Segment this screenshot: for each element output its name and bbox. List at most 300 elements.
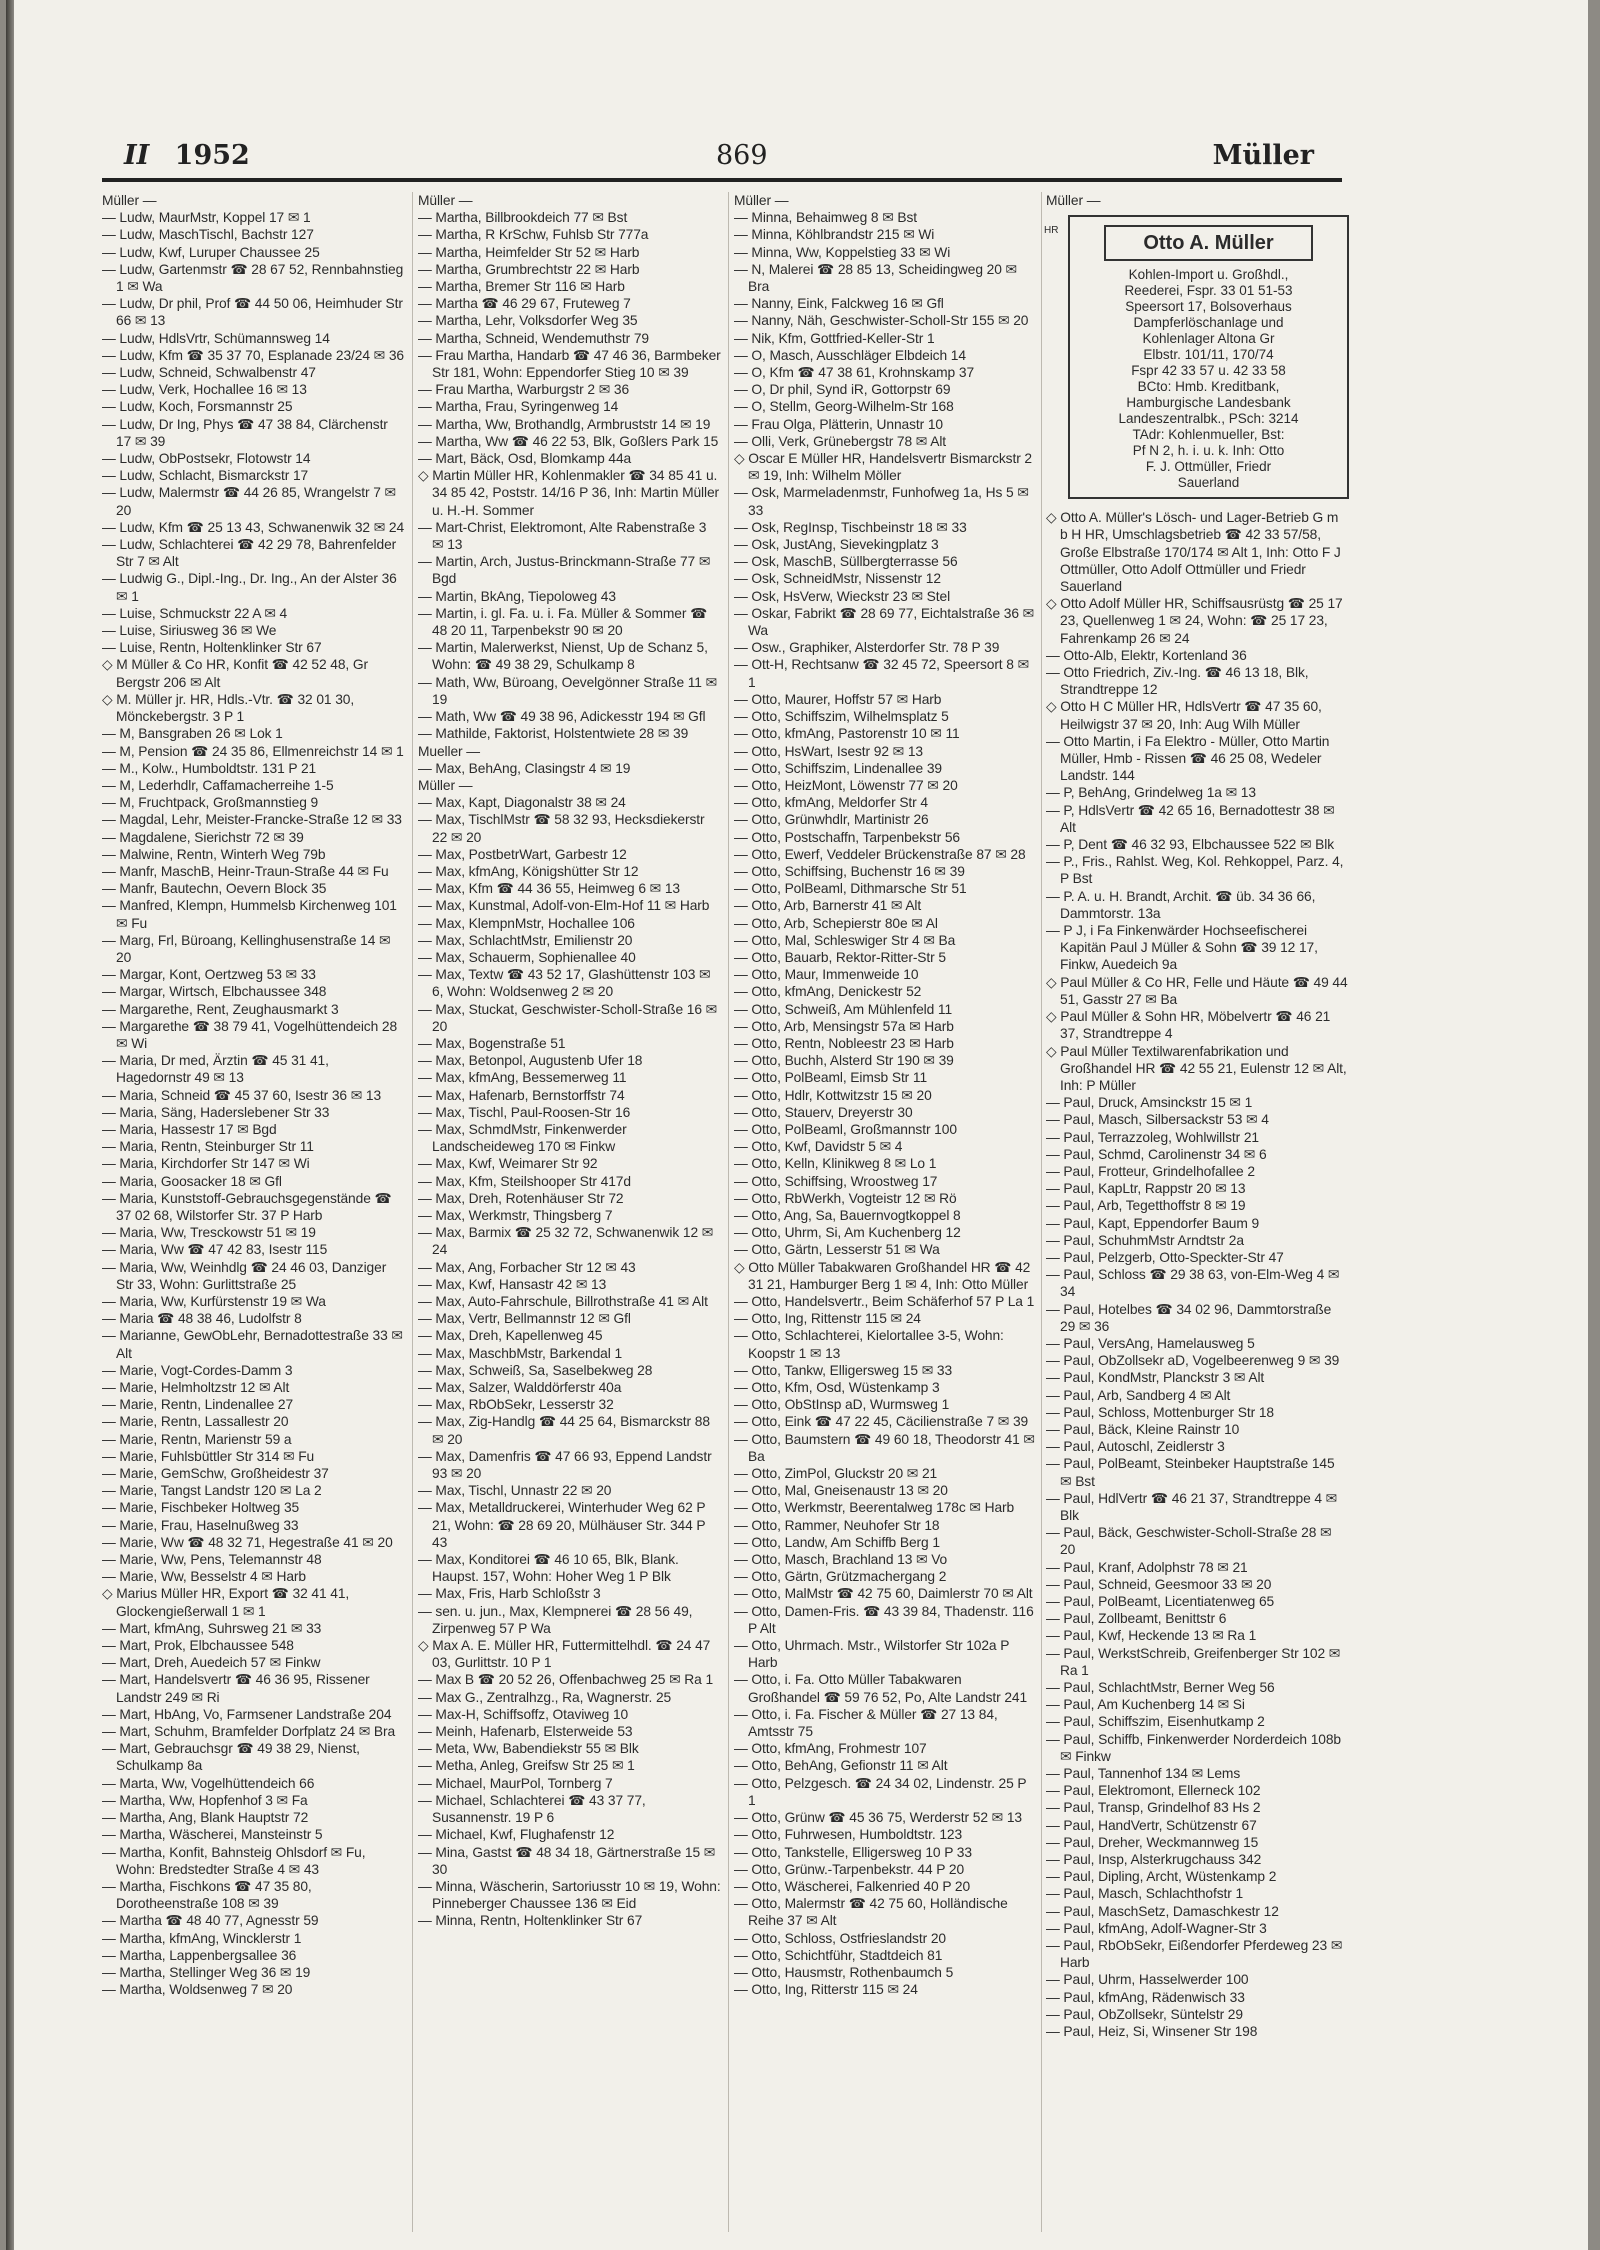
directory-entry: — Otto, ZimPol, Gluckstr 20 ✉ 21 (734, 1466, 938, 1482)
directory-entry: — Osk, Marmeladenmstr, Funhofweg 1a, Hs 5 ✉ 33 (734, 485, 1029, 518)
directory-entry: — Otto, Schiffszim, Wilhelmsplatz 5 (734, 709, 949, 725)
directory-entry: — Martha, Woldsenweg 7 ✉ 20 (102, 1982, 293, 1998)
directory-entry: — Otto, Kelln, Klinikweg 8 ✉ Lo 1 (734, 1156, 937, 1172)
directory-entry: — Michael, Kwf, Flughafenstr 12 (418, 1827, 615, 1843)
directory-entry: — Paul, Elektromont, Ellerneck 102 (1046, 1783, 1261, 1799)
directory-entry: — Otto, Postschaffn, Tarpenbekstr 56 (734, 829, 960, 845)
directory-entry: — Paul, Arb, Sandberg 4 ✉ Alt (1046, 1387, 1231, 1403)
directory-entry: — Maria, Schneid ☎ 45 37 60, Isestr 36 ✉ 13 (102, 1087, 382, 1103)
directory-entry: — Ludw, Schlacht, Bismarckstr 17 (102, 468, 309, 484)
directory-entry: — Martha, Grumbrechtstr 22 ✉ Harb (418, 261, 640, 277)
directory-entry: — Max, Kfm, Steilshooper Str 417d (418, 1173, 631, 1189)
directory-entry: — Paul, SchlachtMstr, Berner Weg 56 (1046, 1680, 1275, 1696)
directory-entry: — Martha, Bremer Str 116 ✉ Harb (418, 279, 625, 295)
column-1 (102, 192, 405, 2232)
directory-entry: — Max, Dreh, Rotenhäuser Str 72 (418, 1190, 624, 1206)
directory-entry: — Max, RbObSekr, Lesserstr 32 (418, 1397, 614, 1413)
directory-entry: — P., Fris., Rahlst. Weg, Kol. Rehkoppel, Parz. 4, P Bst (1046, 854, 1344, 887)
directory-entry: — Max, PostbetrWart, Garbestr 12 (418, 846, 627, 862)
directory-entry: — Metha, Anleg, Greifsw Str 25 ✉ 1 (418, 1758, 635, 1774)
directory-entry: — Minna, Behaimweg 8 ✉ Bst (734, 210, 918, 226)
directory-entry: — Paul, SchuhmMstr Arndtstr 2a (1046, 1232, 1244, 1248)
directory-entry: — Osk, RegInsp, Tischbeinstr 18 ✉ 33 (734, 519, 967, 535)
directory-entry: Müller — (418, 193, 473, 208)
directory-entry: — Marie, Fuhlsbüttler Str 314 ✉ Fu (102, 1448, 315, 1464)
directory-entry: — Martha, Heimfelder Str 52 ✉ Harb (418, 244, 640, 260)
directory-entry: — Otto, Pelzgesch. ☎ 24 34 02, Lindenstr. 25 P 1 (734, 1775, 1027, 1808)
directory-entry: — Otto, Uhrmach. Mstr., Wilstorfer Str 102a P Harb (734, 1638, 1010, 1671)
ad-marker: HR (1044, 225, 1059, 237)
directory-entry: — Otto Friedrich, Ziv.-Ing. ☎ 46 13 18, Blk, Strandtreppe 12 (1046, 665, 1309, 698)
directory-entry: — Paul, Kwf, Heckende 13 ✉ Ra 1 (1046, 1628, 1257, 1644)
directory-entry: — Max, Schweiß, Sa, Saselbekweg 28 (418, 1362, 653, 1378)
column-divider (1041, 192, 1042, 2232)
directory-entry: — Paul, Schloss ☎ 29 38 63, von-Elm-Weg 4 ✉ 34 (1046, 1267, 1340, 1300)
directory-entry: — Mart, Schuhm, Bramfelder Dorfplatz 24 ✉ Bra (102, 1724, 396, 1740)
directory-entry: — Otto, MalMstr ☎ 42 75 60, Daimlerstr 70 ✉ Alt (734, 1586, 1033, 1602)
directory-entry: — Michael, MaurPol, Tornberg 7 (418, 1775, 613, 1791)
directory-entry: — Paul, Kapt, Eppendorfer Baum 9 (1046, 1215, 1260, 1231)
directory-entry: — Paul, Terrazzoleg, Wohlwillstr 21 (1046, 1129, 1259, 1145)
directory-entry: — Maria, Ww, Tresckowstr 51 ✉ 19 (102, 1225, 316, 1241)
directory-entry: — Max, Stuckat, Geschwister-Scholl-Straße 16 ✉ 20 (418, 1001, 718, 1034)
directory-entry: — Otto, Rentn, Nobleestr 23 ✉ Harb (734, 1035, 954, 1051)
directory-entry: — Ludw, Dr Ing, Phys ☎ 47 38 84, Clärchenstr 17 ✉ 39 (102, 416, 388, 449)
directory-entry: — Otto, Stauerv, Dreyerstr 30 (734, 1104, 913, 1120)
directory-entry: — Margar, Kont, Oertzweg 53 ✉ 33 (102, 967, 316, 983)
directory-entry: — Ludw, Verk, Hochallee 16 ✉ 13 (102, 382, 307, 398)
directory-entry: — Otto, Kfm, Osd, Wüstenkamp 3 (734, 1380, 940, 1396)
page-header (124, 140, 1314, 180)
directory-entry: ◇ Otto Müller Tabakwaren Großhandel HR ☎ 42 31 21, Hamburger Berg 1 ✉ 4, Inh: Otto Müller (734, 1259, 1031, 1292)
directory-entry: — Paul, Frotteur, Grindelhofallee 2 (1046, 1163, 1255, 1179)
directory-entry: — Otto, Bauarb, Rektor-Ritter-Str 5 (734, 949, 946, 965)
ad-line: Hamburgische Landesbank (1126, 395, 1291, 411)
directory-entry: — Otto, Malermstr ☎ 42 75 60, Holländische Reihe 37 ✉ Alt (734, 1896, 1008, 1929)
directory-entry: — O, Dr phil, Synd iR, Gottorpstr 69 (734, 382, 951, 398)
directory-entry: — Otto, Ing, Ritterstr 115 ✉ 24 (734, 1982, 918, 1998)
directory-entry: ◇ M. Müller jr. HR, Hdls.-Vtr. ☎ 32 01 30, Mönckebergstr. 3 P 1 (102, 691, 355, 725)
directory-entry: — Martha, Wäscherei, Mansteinstr 5 (102, 1827, 323, 1843)
ad-title: Otto A. Müller (1104, 225, 1313, 261)
directory-entry: — Otto, kfmAng, Meldorfer Str 4 (734, 795, 928, 811)
directory-entry: — Manfr, Bautechn, Oevern Block 35 (102, 881, 327, 897)
ad-line: Fspr 42 33 57 u. 42 33 58 (1131, 363, 1286, 379)
directory-entry: — Paul, kfmAng, Adolf-Wagner-Str 3 (1046, 1920, 1267, 1936)
directory-entry: — Otto, Maurer, Hoffstr 57 ✉ Harb (734, 691, 942, 707)
directory-entry: — Paul, ObZollsekr aD, Vogelbeerenweg 9 ✉ 39 (1046, 1353, 1340, 1369)
directory-entry: — Paul, Arb, Tegetthoffstr 8 ✉ 19 (1046, 1198, 1246, 1214)
directory-entry: ◇ Paul Müller & Co HR, Felle und Häute ☎ 49 44 51, Gasstr 27 ✉ Ba (1046, 974, 1348, 1007)
directory-entry: — Manfr, MaschB, Heinr-Traun-Straße 44 ✉ Fu (102, 863, 389, 879)
directory-entry: — Martha, Schneid, Wendemuthstr 79 (418, 330, 650, 346)
directory-entry: — Ludw, MaschTischl, Bachstr 127 (102, 227, 314, 243)
directory-entry: — Marie, Rentn, Marienstr 59 a (102, 1431, 292, 1447)
directory-entry: — Max, SchlachtMstr, Emilienstr 20 (418, 932, 633, 948)
directory-entry: — Paul, Autoschl, Zeidlerstr 3 (1046, 1439, 1225, 1455)
directory-entry: — Ludw, Gartenmstr ☎ 28 67 52, Rennbahnstieg 1 ✉ Wa (102, 261, 404, 295)
year: 1952 (174, 140, 250, 171)
directory-entry: — Martin, Malerwerkst, Nienst, Up de Schanz 5, Wohn: ☎ 49 38 29, Schulkamp 8 (418, 640, 708, 673)
directory-entry: — Minna, Wäscherin, Sartoriusstr 10 ✉ 19, Wohn: Pinneberger Chaussee 136 ✉ Eid (418, 1878, 721, 1912)
directory-entry: — Otto, Ing, Rittenstr 115 ✉ 24 (734, 1311, 921, 1327)
directory-entry: — Max, Schauerm, Sophienallee 40 (418, 949, 636, 965)
directory-entry: — Paul, Schiffb, Finkenwerder Norderdeich 108b ✉ Finkw (1046, 1731, 1342, 1764)
directory-entry: — sen. u. jun., Max, Klempnerei ☎ 28 56 49, Zirpenweg 57 P Wa (418, 1603, 693, 1636)
directory-entry: — Marta, Ww, Vogelhüttendeich 66 (102, 1775, 315, 1791)
ad-line: BCto: Hmb. Kreditbank, (1137, 379, 1280, 395)
directory-entry: — Otto, Hausmstr, Rothenbaumch 5 (734, 1964, 954, 1980)
directory-entry: — Mart, Prok, Elbchaussee 548 (102, 1638, 294, 1654)
directory-entry: — Max, Vertr, Bellmannstr 12 ✉ Gfl (418, 1311, 631, 1327)
directory-entry: — Otto, Tankw, Elligersweg 15 ✉ 33 (734, 1362, 953, 1378)
directory-entry: — Maria, Kirchdorfer Str 147 ✉ Wi (102, 1156, 310, 1172)
directory-entry: — Ludw, Kwf, Luruper Chaussee 25 (102, 244, 320, 260)
directory-entry: — Otto, PolBeaml, Eimsb Str 11 (734, 1070, 928, 1086)
column-divider (412, 192, 413, 2232)
directory-entry: — M, Lederhdlr, Caffamacherreihe 1-5 (102, 777, 334, 793)
directory-entry: — Marie, Tangst Landstr 120 ✉ La 2 (102, 1483, 322, 1499)
directory-entry: — Paul, Transp, Grindelhof 83 Hs 2 (1046, 1800, 1261, 1816)
directory-entry: — Margarethe ☎ 38 79 41, Vogelhüttendeich 28 ✉ Wi (102, 1018, 398, 1051)
directory-entry: — Meta, Ww, Babendiekstr 55 ✉ Blk (418, 1741, 639, 1757)
directory-entry: Müller — (1046, 193, 1101, 208)
directory-entry: — Otto, Fuhrwesen, Humboldtstr. 123 (734, 1827, 963, 1843)
directory-entry: — Max, TischlMstr ☎ 58 32 93, Hecksdiekerstr 22 ✉ 20 (418, 812, 705, 845)
directory-entry: — Otto, Damen-Fris. ☎ 43 39 84, Thadenstr. 116 P Alt (734, 1603, 1034, 1636)
directory-entry: — Paul, Schiffszim, Eisenhutkamp 2 (1046, 1714, 1265, 1730)
directory-entry: — Max, Salzer, Walddörferstr 40a (418, 1380, 622, 1396)
directory-entry: — Otto, Buchh, Alsterd Str 190 ✉ 39 (734, 1053, 954, 1069)
ad-line: Kohlen-Import u. Großhdl., (1128, 267, 1289, 283)
directory-entry: — Max, Metalldruckerei, Winterhuder Weg 62 P 21, Wohn: ☎ 28 69 20, Mülhäuser Str. 344 P 43 (418, 1500, 706, 1550)
directory-entry: — Martha, kfmAng, Wincklerstr 1 (102, 1930, 302, 1946)
directory-entry: — Mathilde, Faktorist, Holstentwiete 28 ✉ 39 (418, 726, 689, 742)
directory-entry: — Paul, Heiz, Si, Winsener Str 198 (1046, 2024, 1258, 2040)
directory-entry: — Paul, Schneid, Geesmoor 33 ✉ 20 (1046, 1576, 1272, 1592)
directory-entry: — Max, Bogenstraße 51 (418, 1035, 566, 1051)
directory-entry: — Maria, Ww, Weinhdlg ☎ 24 46 03, Danziger Str 33, Wohn: Gurlittstraße 25 (102, 1259, 387, 1292)
directory-entry: — Paul, MaschSetz, Damaschkestr 12 (1046, 1903, 1279, 1919)
directory-entry: — Mart, kfmAng, Suhrsweg 21 ✉ 33 (102, 1620, 322, 1636)
directory-entry: — Paul, Pelzgerb, Otto-Speckter-Str 47 (1046, 1249, 1284, 1265)
directory-entry: — Paul, VersAng, Hamelausweg 5 (1046, 1335, 1255, 1351)
directory-entry: — Martha ☎ 46 29 67, Fruteweg 7 (418, 296, 631, 312)
directory-entry: — Ott-H, Rechtsanw ☎ 32 45 72, Speersort 8 ✉ 1 (734, 657, 1030, 690)
directory-entry: — Otto, Grünwhdlr, Martinistr 26 (734, 812, 929, 828)
directory-entry: — Ludw, Koch, Forsmannstr 25 (102, 399, 293, 415)
directory-entry: — Max-H, Schiffsoffz, Otaviweg 10 (418, 1706, 629, 1722)
directory-entry: — Martha, Ww, Hopfenhof 3 ✉ Fa (102, 1792, 308, 1808)
directory-entry: — Paul, Insp, Alsterkrugchauss 342 (1046, 1852, 1262, 1868)
directory-entry: — Otto, Maur, Immenweide 10 (734, 967, 919, 983)
directory-entry: — Magdalene, Sierichstr 72 ✉ 39 (102, 829, 304, 845)
directory-entry: ◇ Otto Adolf Müller HR, Schiffsausrüstg ☎ 25 17 23, Quellenweg 1 ✉ 24, Wohn: ☎ 25 17 23, Fahrenkamp 26 ✉ 24 (1046, 596, 1343, 646)
column-divider (728, 192, 729, 2232)
directory-entry: ◇ Paul Müller Textilwarenfabrikation und Großhandel HR ☎ 42 55 21, Eulenstr 12 ✉ Alt, Inh: P Müller (1046, 1043, 1347, 1093)
directory-entry: — Mina, Gastst ☎ 48 34 18, Gärtnerstraße 15 ✉ 30 (418, 1844, 716, 1877)
ad-line: Landeszentralbk., PSch: 3214 (1118, 411, 1299, 427)
directory-entry: — Marie, Rentn, Lassallestr 20 (102, 1414, 289, 1430)
directory-entry: — Otto, Mal, Gneisenaustr 13 ✉ 20 (734, 1483, 948, 1499)
directory-entry: — Paul, Am Kuchenberg 14 ✉ Si (1046, 1697, 1245, 1713)
directory-entry: — Otto-Alb, Elektr, Kortenland 36 (1046, 647, 1247, 663)
directory-entry: — Math, Ww, Büroang, Oevelgönner Straße 11 ✉ 19 (418, 674, 718, 707)
directory-entry: — Otto, Wäscherei, Falkenried 40 P 20 (734, 1878, 971, 1894)
directory-entry: — Otto, Hdlr, Kottwitzstr 15 ✉ 20 (734, 1087, 932, 1103)
directory-entry: — Ludw, ObPostsekr, Flotowstr 14 (102, 451, 311, 467)
directory-entry: ◇ Otto H C Müller HR, HdlsVertr ☎ 47 35 60, Heilwigstr 37 ✉ 20, Inh: Aug Wilh Müller (1046, 699, 1322, 732)
directory-entry: — P J, i Fa Finkenwärder Hochseefischerei Kapitän Paul J Müller & Sohn ☎ 39 12 17, Finkw, Auedeich 9a (1046, 923, 1318, 973)
directory-entry: — Marie, Fischbeker Holtweg 35 (102, 1500, 300, 1516)
directory-entry: — Mart, Bäck, Osd, Blomkamp 44a (418, 451, 632, 467)
directory-entry: — Otto, kfmAng, Denickestr 52 (734, 984, 922, 1000)
advertisement-box (1044, 215, 1349, 499)
directory-entry: — Otto, Schiffszim, Lindenallee 39 (734, 760, 943, 776)
directory-entry: — Otto, Mal, Schleswiger Str 4 ✉ Ba (734, 932, 956, 948)
directory-entry: — Otto, Arb, Schepierstr 80e ✉ Al (734, 915, 938, 931)
directory-entry: — Otto, Baumstern ☎ 49 60 18, Theodorstr 41 ✉ Ba (734, 1431, 1035, 1464)
directory-entry: — Max, Werkmstr, Thingsberg 7 (418, 1207, 613, 1223)
directory-entry: — Paul, Hotelbes ☎ 34 02 96, Dammtorstraße 29 ✉ 36 (1046, 1301, 1332, 1334)
directory-entry: — Paul, kfmAng, Rädenwisch 33 (1046, 1989, 1245, 2005)
directory-entry: — Max, SchmdMstr, Finkenwerder Landscheideweg 170 ✉ Finkw (418, 1121, 627, 1155)
volume-number: II (124, 140, 150, 171)
directory-entry: — Paul, WerkstSchreib, Greifenberger Str 102 ✉ Ra 1 (1046, 1645, 1341, 1678)
header-left (124, 140, 250, 171)
column-4-top (1046, 192, 1349, 209)
directory-entry: — Otto, Tankstelle, Elligersweg 10 P 33 (734, 1844, 972, 1860)
directory-entry: — Max, BehAng, Clasingstr 4 ✉ 19 (418, 760, 631, 776)
directory-entry: — Max, KlempnMstr, Hochallee 106 (418, 915, 635, 931)
directory-entry: — Max, Hafenarb, Bernstorffstr 74 (418, 1087, 625, 1103)
column-4-entries (1046, 509, 1349, 2040)
directory-entry: — Max, Fris, Harb Schloßstr 3 (418, 1586, 601, 1602)
directory-entry: — Mart, HbAng, Vo, Farmsener Landstraße 204 (102, 1706, 392, 1722)
directory-entry: Müller — (102, 193, 157, 208)
directory-entry: — Otto, Gärtn, Lesserstr 51 ✉ Wa (734, 1242, 940, 1258)
directory-entry: — Otto, Handelsvertr., Beim Schäferhof 57 P La 1 (734, 1294, 1035, 1309)
directory-entry: — Maria, Kunststoff-Gebrauchsgegenstände ☎ 37 02 68, Wilstorfer Str. 37 P Harb (102, 1190, 392, 1223)
directory-entry: — Osk, SchneidMstr, Nissenstr 12 (734, 571, 941, 587)
directory-entry: — Paul, RbObSekr, Eißendorfer Pferdeweg 23 ✉ Harb (1046, 1938, 1343, 1971)
directory-entry: — Ludw, MaurMstr, Koppel 17 ✉ 1 (102, 210, 311, 226)
directory-entry: — O, Kfm ☎ 47 38 61, Krohnskamp 37 (734, 365, 975, 381)
directory-entry: — Max, Kwf, Weimarer Str 92 (418, 1156, 598, 1172)
directory-entry: — Martha, Fischkons ☎ 47 35 80, Dorotheenstraße 108 ✉ 39 (102, 1878, 312, 1912)
directory-entry: — Otto, Arb, Barnerstr 41 ✉ Alt (734, 898, 922, 914)
ad-line: TAdr: Kohlenmueller, Bst: (1132, 427, 1285, 443)
directory-entry: — Max, kfmAng, Bessemerweg 11 (418, 1070, 627, 1086)
directory-entry: ◇ Martin Müller HR, Kohlenmakler ☎ 34 85 41 u. 34 85 42, Poststr. 14/16 P 36, Inh: Martin Müller u. H.-H. Sommer (418, 468, 720, 518)
directory-entry: — Max, Tischl, Unnastr 22 ✉ 20 (418, 1483, 612, 1499)
directory-entry: — Otto, Eink ☎ 47 22 45, Cäcilienstraße 7 ✉ 39 (734, 1414, 1029, 1430)
directory-entry: — Paul, Zollbeamt, Benittstr 6 (1046, 1611, 1227, 1627)
directory-entry: — Paul, PolBeamt, Licentiatenweg 65 (1046, 1594, 1275, 1609)
directory-entry: — Margarethe, Rent, Zeughausmarkt 3 (102, 1001, 339, 1017)
directory-entry: — Max, Textw ☎ 43 52 17, Glashüttenstr 103 ✉ 6, Wohn: Woldsenweg 2 ✉ 20 (418, 967, 711, 1000)
directory-entry: — Martha, Ang, Blank Hauptstr 72 (102, 1810, 309, 1826)
directory-entry: — Ludw, Schneid, Schwalbenstr 47 (102, 365, 316, 381)
ad-line: Elbstr. 101/11, 170/74 (1143, 347, 1274, 363)
directory-entry: — Otto, Landw, Am Schiffb Berg 1 (734, 1534, 940, 1550)
directory-entry: — Maria, Hassestr 17 ✉ Bgd (102, 1121, 277, 1137)
directory-entry: Mueller — (418, 743, 480, 759)
directory-entry: — Max, MaschbMstr, Barkendal 1 (418, 1345, 623, 1361)
directory-entry: — Max, Damenfris ☎ 47 66 93, Eppend Landstr 93 ✉ 20 (418, 1448, 712, 1482)
directory-entry: — P, Dent ☎ 46 32 93, Elbchaussee 522 ✉ Blk (1046, 837, 1335, 853)
directory-entry: — Marie, Ww, Besselstr 4 ✉ Harb (102, 1569, 306, 1585)
directory-entry: — Paul, KapLtr, Rappstr 20 ✉ 13 (1046, 1181, 1246, 1197)
ad-line: Reederei, Fspr. 33 01 51-53 (1124, 283, 1293, 299)
directory-entry: — Otto, Masch, Brachland 13 ✉ Vo (734, 1552, 948, 1568)
directory-entry: — Otto, kfmAng, Pastorenstr 10 ✉ 11 (734, 726, 960, 742)
directory-entry: — Mart, Handelsvertr ☎ 46 36 95, Rissener Landstr 249 ✉ Ri (102, 1672, 370, 1705)
directory-entry: — Otto, PolBeaml, Großmannstr 100 (734, 1121, 957, 1137)
directory-entry: — Marie, Ww ☎ 48 32 71, Hegestraße 41 ✉ 20 (102, 1534, 393, 1550)
directory-entry: — M, Fruchtpack, Großmannstieg 9 (102, 795, 319, 811)
directory-entry: — Maria ☎ 48 38 46, Ludolfstr 8 (102, 1311, 302, 1327)
directory-entry: — Otto, Schlachterei, Kielortallee 3-5, Wohn: Koopstr 1 ✉ 13 (734, 1328, 1004, 1361)
directory-entry: — Max, Auto-Fahrschule, Billrothstraße 41 ✉ Alt (418, 1294, 708, 1309)
directory-entry: — Otto, Grünw ☎ 45 36 75, Werderstr 52 ✉ 13 (734, 1810, 1022, 1826)
directory-entry: — Otto, PolBeaml, Dithmarsche Str 51 (734, 881, 967, 897)
directory-entry: — Martin, Arch, Justus-Brinckmann-Straße 77 ✉ Bgd (418, 554, 711, 587)
column-2 (418, 192, 721, 2232)
directory-entry: — Otto, Schiffsing, Buchenstr 16 ✉ 39 (734, 863, 965, 879)
directory-entry: — Max, Ang, Forbacher Str 12 ✉ 43 (418, 1259, 636, 1275)
ad-line: Kohlenlager Altona Gr (1142, 331, 1275, 347)
directory-entry: — Ludw, Kfm ☎ 25 13 43, Schwanenwik 32 ✉ 24 (102, 519, 405, 535)
directory-entry: — Osk, HsVerw, Wieckstr 23 ✉ Stel (734, 588, 951, 604)
directory-entry: — Otto, BehAng, Gefionstr 11 ✉ Alt (734, 1758, 948, 1774)
directory-entry: — Otto, Gärtn, Grützmachergang 2 (734, 1569, 947, 1585)
directory-entry: — Osk, MaschB, Süllbergterrasse 56 (734, 554, 958, 570)
directory-entry: — Meinh, Hafenarb, Elsterweide 53 (418, 1724, 633, 1740)
directory-entry: — Ludw, Dr phil, Prof ☎ 44 50 06, Heimhuder Str 66 ✉ 13 (102, 296, 403, 329)
directory-entry: — Marie, Rentn, Lindenallee 27 (102, 1397, 294, 1413)
directory-entry: — Frau Olga, Plätterin, Unnastr 10 (734, 416, 944, 432)
directory-entry: — Paul, Bäck, Kleine Rainstr 10 (1046, 1421, 1240, 1437)
directory-entry: — Luise, Siriusweg 36 ✉ We (102, 623, 277, 639)
directory-entry: — Paul, PolBeamt, Steinbeker Hauptstraße 145 ✉ Bst (1046, 1456, 1335, 1489)
directory-entry: — Max, Kfm ☎ 44 36 55, Heimweg 6 ✉ 13 (418, 881, 680, 897)
directory-entry: ◇ Otto A. Müller's Lösch- und Lager-Betrieb G m b H HR, Umschlagsbetrieb ☎ 42 33 57/58, Große Elbstraße 170/174 ✉ Alt 1, Inh: Otto F J Ottmüller, Otto Adolf Ottmüller und Friedr Sauerland (1046, 510, 1341, 595)
directory-entry: — N, Malerei ☎ 28 85 13, Scheidingweg 20 ✉ Bra (734, 261, 1018, 295)
directory-entry: — Maria, Dr med, Ärztin ☎ 45 31 41, Hagedornstr 49 ✉ 13 (102, 1053, 329, 1086)
directory-entry: — Ludw, Schlachterei ☎ 42 29 78, Bahrenfelder Str 7 ✉ Alt (102, 537, 397, 570)
directory-entry: — Marie, GemSchw, Großheidestr 37 (102, 1466, 329, 1482)
directory-entry: — Max B ☎ 20 52 26, Offenbachweg 25 ✉ Ra 1 (418, 1672, 714, 1688)
directory-entry: — Paul, ObZollsekr, Süntelstr 29 (1046, 2006, 1243, 2022)
ad-line: Dampferlöschanlage und (1133, 315, 1284, 331)
directory-entry: — Paul, Kranf, Adolphstr 78 ✉ 21 (1046, 1559, 1248, 1575)
directory-entry: — Paul, Uhrm, Hasselwerder 100 (1046, 1972, 1249, 1988)
directory-entry: — Otto, i. Fa. Fischer & Müller ☎ 27 13 84, Amtsstr 75 (734, 1706, 998, 1740)
header-rule (102, 178, 1342, 182)
directory-entry: — Otto, Werkmstr, Beerentalweg 178c ✉ Harb (734, 1500, 1015, 1516)
directory-entry: — Luise, Rentn, Holtenklinker Str 67 (102, 640, 322, 656)
directory-entry: — Mart-Christ, Elektromont, Alte Rabenstraße 3 ✉ 13 (418, 519, 707, 553)
directory-entry: — Margar, Wirtsch, Elbchaussee 348 (102, 984, 327, 1000)
directory-entry: — Maria, Rentn, Steinburger Str 11 (102, 1139, 314, 1155)
page-binding-edge (6, 0, 14, 2250)
directory-entry: — Nanny, Näh, Geschwister-Scholl-Str 155 ✉ 20 (734, 313, 1029, 329)
directory-entry: — Max, Zig-Handlg ☎ 44 25 64, Bismarckstr 88 ✉ 20 (418, 1414, 710, 1447)
directory-page (6, 0, 1588, 2250)
directory-entry: — Malwine, Rentn, Winterh Weg 79b (102, 846, 326, 862)
directory-entry: — Minna, Köhlbrandstr 215 ✉ Wi (734, 227, 935, 243)
directory-entry: ◇ Paul Müller & Sohn HR, Möbelvertr ☎ 46 21 37, Strandtreppe 4 (1046, 1009, 1331, 1042)
directory-entry: — Paul, Schmd, Carolinenstr 34 ✉ 6 (1046, 1146, 1267, 1162)
directory-entry: — Martha, Konfit, Bahnsteig Ohlsdorf ✉ Fu, Wohn: Bredstedter Straße 4 ✉ 43 (102, 1844, 366, 1877)
directory-entry: — Otto, ObStInsp aD, Wurmsweg 1 (734, 1397, 950, 1413)
directory-entry: ◇ M Müller & Co HR, Konfit ☎ 42 52 48, Gr Bergstr 206 ✉ Alt (102, 657, 368, 690)
directory-entry: — Martha, Stellinger Weg 36 ✉ 19 (102, 1964, 311, 1980)
directory-entry: — Max, Kwf, Hansastr 42 ✉ 13 (418, 1276, 607, 1292)
directory-entry: — Otto, Rammer, Neuhofer Str 18 (734, 1517, 940, 1533)
directory-entry: — Maria, Ww, Kurfürstenstr 19 ✉ Wa (102, 1294, 326, 1309)
directory-entry: — Maria, Ww ☎ 47 42 83, Isestr 115 (102, 1242, 328, 1258)
directory-entry: — Max G., Zentralhzg., Ra, Wagnerstr. 25 (418, 1689, 672, 1705)
page-number: 869 (716, 140, 768, 171)
directory-entry: — Otto, Kwf, Davidstr 5 ✉ 4 (734, 1139, 903, 1155)
directory-entry: — Paul, Bäck, Geschwister-Scholl-Straße 28 ✉ 20 (1046, 1525, 1332, 1558)
directory-entry: — Paul, Masch, Schlachthofstr 1 (1046, 1886, 1244, 1902)
directory-entry: — Ludw, HdlsVrtr, Schümannsweg 14 (102, 330, 330, 346)
directory-entry: — Max, Tischl, Paul-Roosen-Str 16 (418, 1104, 631, 1120)
ad-lines (1074, 267, 1343, 491)
directory-entry: — Max, kfmAng, Königshütter Str 12 (418, 863, 639, 879)
ad-line: Speersort 17, Bolsoverhaus (1125, 299, 1292, 315)
directory-entry: — Ludw, Kfm ☎ 35 37 70, Esplanade 23/24 ✉ 36 (102, 347, 405, 363)
directory-entry: — Marg, Frl, Büroang, Kellinghusenstraße 14 ✉ 20 (102, 932, 391, 965)
directory-entry: — P, BehAng, Grindelweg 1a ✉ 13 (1046, 785, 1256, 801)
directory-entry: — Oskar, Fabrikt ☎ 28 69 77, Eichtalstraße 36 ✉ Wa (734, 605, 1035, 639)
directory-entry: — M, Bansgraben 26 ✉ Lok 1 (102, 726, 283, 742)
directory-entry: — Martin, BkAng, Tiepoloweg 43 (418, 588, 616, 604)
directory-entry: — Marie, Frau, Haselnußweg 33 (102, 1517, 299, 1533)
directory-entry: — Marie, Vogt-Cordes-Damm 3 (102, 1362, 293, 1378)
ad-line: F. J. Ottmüller, Friedr (1145, 459, 1272, 475)
directory-entry: — Otto, Schloss, Ostfrieslandstr 20 (734, 1930, 946, 1946)
directory-entry: — O, Stellm, Georg-Wilhelm-Str 168 (734, 399, 954, 415)
directory-entry: — Magdal, Lehr, Meister-Francke-Straße 12 ✉ 33 (102, 812, 402, 828)
directory-entry: — Minna, Ww, Koppelstieg 33 ✉ Wi (734, 244, 951, 260)
directory-entry: — Marie, Helmholtzstr 12 ✉ Alt (102, 1380, 290, 1396)
directory-entry: — Otto, Schichtführ, Stadtdeich 81 (734, 1947, 943, 1963)
directory-entry: — Paul, Dreher, Weckmannweg 15 (1046, 1834, 1259, 1850)
directory-entry: — Olli, Verk, Grünebergstr 78 ✉ Alt (734, 433, 947, 449)
directory-entry: — Frau Martha, Handarb ☎ 47 46 36, Barmbeker Str 181, Wohn: Eppendorfer Stieg 10 ✉ 39 (418, 347, 721, 381)
directory-entry: — Max, Kunstmal, Adolf-von-Elm-Hof 11 ✉ Harb (418, 898, 710, 914)
directory-entry: — Max, Betonpol, Augustenb Ufer 18 (418, 1053, 643, 1069)
directory-entry: — Frau Martha, Warburgstr 2 ✉ 36 (418, 382, 630, 398)
directory-entry: — Otto, HeizMont, Löwenstr 77 ✉ 20 (734, 777, 958, 793)
directory-entry: — Mart, Gebrauchsgr ☎ 49 38 29, Nienst, Schulkamp 8a (102, 1741, 360, 1774)
directory-entry: — Martha, Ww ☎ 46 22 53, Blk, Goßlers Park 15 (418, 433, 719, 449)
directory-entry: — Otto, Arb, Mensingstr 57a ✉ Harb (734, 1018, 954, 1034)
directory-entry: — Paul, Dipling, Archt, Wüstenkamp 2 (1046, 1869, 1277, 1885)
directory-entry: — Otto, Schweiß, Am Mühlenfeld 11 (734, 1001, 953, 1017)
directory-entry: — Michael, Schlachterei ☎ 43 37 77, Susannenstr. 19 P 6 (418, 1792, 646, 1826)
directory-entry: — Osw., Graphiker, Alsterdorfer Str. 78 P 39 (734, 640, 1000, 656)
directory-entry: — Marianne, GewObLehr, Bernadottestraße 33 ✉ Alt (102, 1328, 403, 1361)
directory-entry: — M, Pension ☎ 24 35 86, Ellmenreichstr 14 ✉ 1 (102, 743, 404, 759)
directory-entry: — Otto, kfmAng, Frohmestr 107 (734, 1741, 927, 1757)
directory-entry: — P, HdlsVertr ☎ 42 65 16, Bernadottestr 38 ✉ Alt (1046, 802, 1335, 835)
directory-entry: — Minna, Rentn, Holtenklinker Str 67 (418, 1913, 643, 1929)
